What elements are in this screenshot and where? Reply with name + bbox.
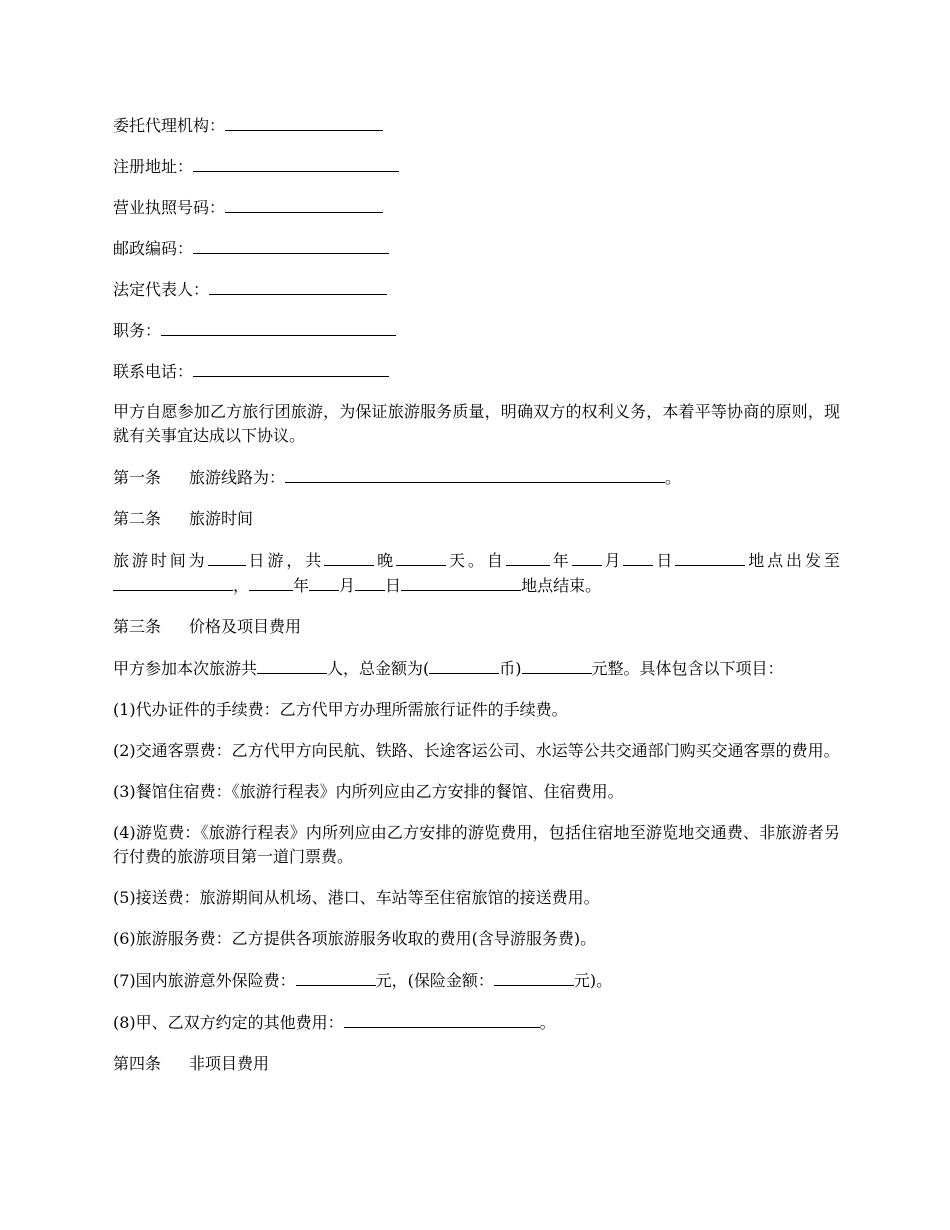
blank-line bbox=[193, 359, 389, 377]
blank-line bbox=[225, 195, 383, 213]
field-label: 联系电话： bbox=[113, 362, 194, 381]
text: 天。自 bbox=[446, 551, 506, 570]
text: 。 bbox=[539, 1013, 556, 1032]
blank-line bbox=[296, 968, 376, 986]
blank-line bbox=[225, 113, 383, 131]
blank-line bbox=[208, 548, 246, 566]
blank-line bbox=[249, 573, 293, 591]
blank-line bbox=[355, 573, 385, 591]
blank-line bbox=[324, 548, 374, 566]
text: 甲方参加本次旅游共 bbox=[113, 659, 258, 678]
article-3-paragraph bbox=[113, 656, 840, 681]
fee-item-7 bbox=[113, 968, 840, 993]
text: 晚 bbox=[374, 551, 397, 570]
article-heading: 旅游时间 bbox=[189, 509, 254, 528]
blank-line bbox=[401, 573, 521, 591]
fee-item-5: (5)接送费：旅游期间从机场、港口、车站等至住宿旅馆的接送费用。 bbox=[113, 888, 600, 907]
text: 日游，共 bbox=[245, 551, 325, 570]
intro-paragraph: 甲方自愿参加乙方旅行团旅游，为保证旅游服务质量，明确双方的权利义务，本着平等协商的原则，现就有关事宜达成以下协议。 bbox=[113, 402, 840, 445]
blank-line bbox=[193, 236, 389, 254]
blank-line bbox=[193, 154, 399, 172]
article-2-heading bbox=[113, 507, 840, 531]
article-number: 第一条 bbox=[113, 468, 162, 487]
blank-line bbox=[623, 548, 653, 566]
field-legal-rep bbox=[113, 277, 840, 301]
blank-line bbox=[522, 656, 592, 674]
text: (7)国内旅游意外保险费： bbox=[113, 971, 296, 990]
field-position bbox=[113, 318, 840, 342]
text: 日 bbox=[653, 551, 676, 570]
text: ， bbox=[233, 576, 250, 595]
text: 元整。具体包含以下项目： bbox=[591, 659, 784, 678]
field-license bbox=[113, 195, 840, 219]
blank-line bbox=[344, 1010, 540, 1028]
text: 月 bbox=[339, 576, 356, 595]
text: (8)甲、乙双方约定的其他费用： bbox=[113, 1013, 344, 1032]
field-postcode bbox=[113, 236, 840, 260]
blank-line bbox=[309, 573, 339, 591]
period: 。 bbox=[665, 468, 682, 487]
fee-item-6: (6)旅游服务费：乙方提供各项旅游服务收取的费用(含导游服务费)。 bbox=[113, 929, 597, 948]
article-3-heading bbox=[113, 615, 840, 639]
blank-line bbox=[429, 656, 499, 674]
text: 元，(保险金额： bbox=[375, 971, 494, 990]
contract-body bbox=[113, 113, 840, 1093]
article-number: 第二条 bbox=[113, 509, 162, 528]
blank-line bbox=[506, 548, 550, 566]
article-4-heading bbox=[113, 1052, 840, 1076]
blank-line bbox=[209, 277, 387, 295]
field-label: 法定代表人： bbox=[113, 280, 210, 299]
field-label: 委托代理机构： bbox=[113, 116, 226, 135]
article-number: 第三条 bbox=[113, 617, 162, 636]
text: 年 bbox=[293, 576, 310, 595]
blank-line bbox=[113, 573, 233, 591]
blank-line bbox=[675, 548, 745, 566]
fee-item-8 bbox=[113, 1010, 840, 1035]
text: 年 bbox=[549, 551, 572, 570]
fee-item-4: (4)游览费：《旅游行程表》内所列应由乙方安排的游览费用，包括住宿地至游览地交通费、非旅游者另行付费的旅游项目第一道门票费。 bbox=[113, 823, 840, 866]
text: 月 bbox=[601, 551, 624, 570]
fee-item-3: (3)餐馆住宿费：《旅游行程表》内所列应由乙方安排的餐馆、住宿费用。 bbox=[113, 782, 624, 801]
text: 地点结束。 bbox=[521, 576, 602, 595]
text: 人，总金额为( bbox=[327, 659, 430, 678]
blank-line bbox=[494, 968, 574, 986]
article-number: 第四条 bbox=[113, 1054, 162, 1073]
field-label: 职务： bbox=[113, 321, 162, 340]
fee-item-1: (1)代办证件的手续费：乙方代甲方办理所需旅行证件的手续费。 bbox=[113, 700, 568, 719]
article-1 bbox=[113, 465, 840, 490]
text: 地点出发至 bbox=[745, 551, 840, 570]
field-address bbox=[113, 154, 840, 178]
fee-item-2: (2)交通客票费：乙方代甲方向民航、铁路、长途客运公司、水运等公共交通部门购买交通客票的费用。 bbox=[113, 741, 840, 760]
blank-line bbox=[161, 318, 396, 336]
blank-line bbox=[257, 656, 327, 674]
article-2-paragraph bbox=[113, 548, 840, 598]
field-label: 注册地址： bbox=[113, 157, 194, 176]
blank-line bbox=[572, 548, 602, 566]
blank-line bbox=[396, 548, 446, 566]
text: 日 bbox=[385, 576, 402, 595]
field-agency bbox=[113, 113, 840, 137]
text: 币) bbox=[499, 659, 522, 678]
field-label: 营业执照号码： bbox=[113, 198, 226, 217]
text: 旅游时间为 bbox=[113, 551, 208, 570]
article-heading: 非项目费用 bbox=[189, 1054, 270, 1073]
article-text: 旅游线路为： bbox=[189, 468, 286, 487]
field-label: 邮政编码： bbox=[113, 239, 194, 258]
field-phone bbox=[113, 359, 840, 383]
text: 元)。 bbox=[573, 971, 613, 990]
blank-line bbox=[285, 465, 665, 483]
article-heading: 价格及项目费用 bbox=[189, 617, 302, 636]
